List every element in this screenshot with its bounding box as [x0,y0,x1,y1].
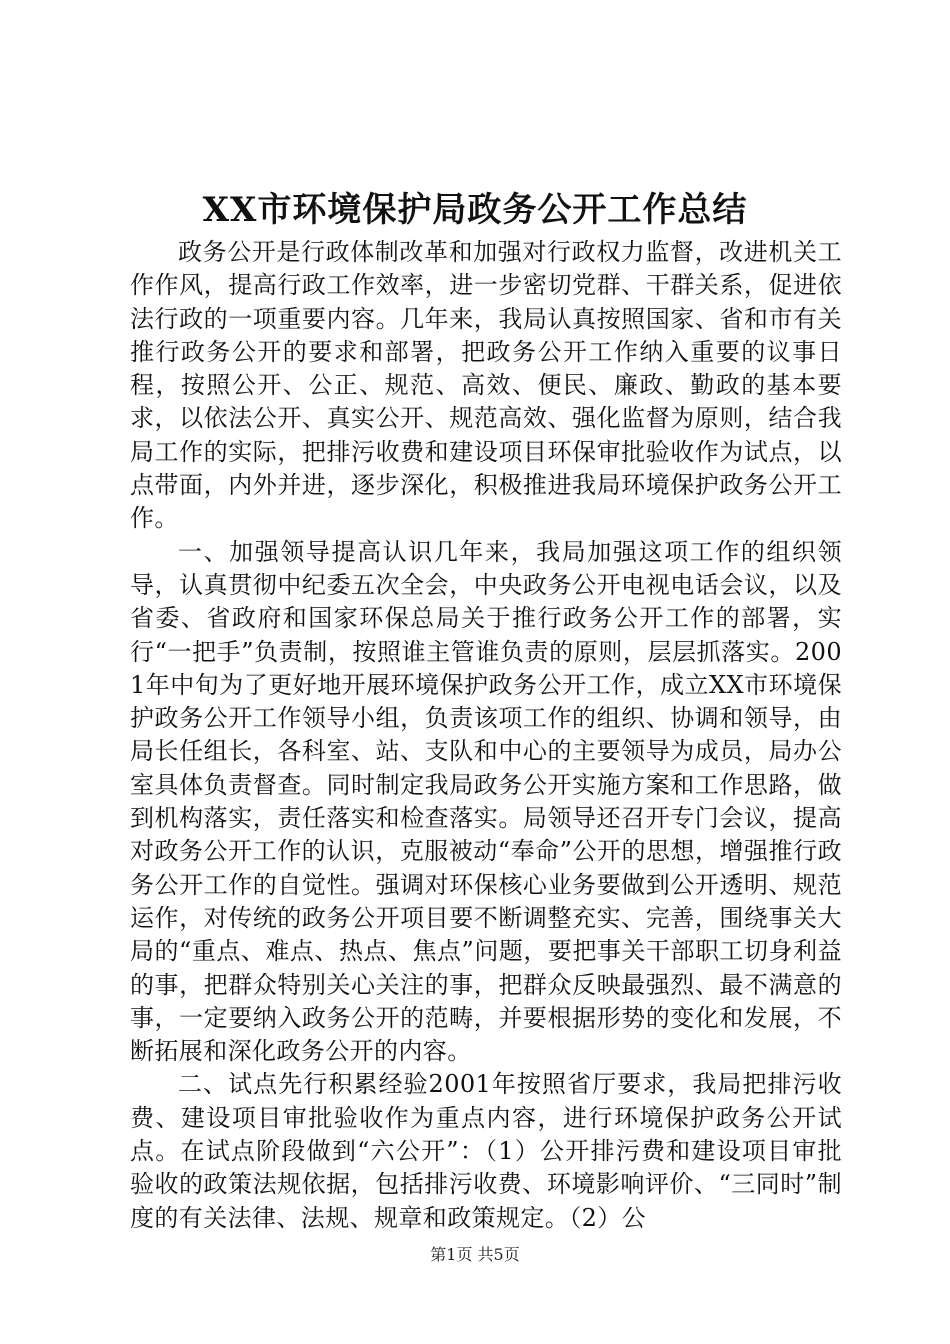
page-number-footer: 第1页 共5页 [430,1245,520,1264]
paragraph-section-1: 一、加强领导提高认识几年来，我局加强这项工作的组织领导，认真贯彻中纪委五次全会，中央政务公开电视电话会议，以及省委、省政府和国家环保总局关于推行政务公开工作的部署，实行“一把手”负责制，按照谁主管谁负责的原则，层层抓落实。2001年中旬为了更好地开展环境保护政务公开工作，成立XX市环境保护政务公开工作领导小组，负责该项工作的组织、协调和领导，由局长任组长，各科室、站、支队和中心的主要领导为成员，局办公室具体负责督查。同时制定我局政务公开实施方案和工作思路，做到机构落实，责任落实和检查落实。局领导还召开专门会议，提高对政务公开工作的认识，克服被动“奉命”公开的思想，增强推行政务公开工作的自觉性。强调对环保核心业务要做到公开透明、规范运作，对传统的政务公开项目要不断调整充实、完善，围绕事关大局的“重点、难点、热点、焦点”问题，要把事关干部职工切身利益的事，把群众特别关心关注的事，把群众反映最强烈、最不满意的事，一定要纳入政务公开的范畴，并要根据形势的变化和发展，不断拓展和深化政务公开的内容。 [130,537,842,1066]
document-title: XX市环境保护局政务公开工作总结 [202,190,748,230]
paragraph-intro: 政务公开是行政体制改革和加强对行政权力监督，改进机关工作作风，提高行政工作效率，进一步密切党群、干群关系，促进依法行政的一项重要内容。几年来，我局认真按照国家、省和市有关推行政务公开的要求和部署，把政务公开工作纳入重要的议事日程，按照公开、公正、规范、高效、便民、廉政、勤政的基本要求，以依法公开、真实公开、规范高效、强化监督为原则，结合我局工作的实际，把排污收费和建设项目环保审批验收作为试点，以点带面，内外并进，逐步深化，积极推进我局环境保护政务公开工作。 [130,238,842,533]
document-body [130,236,842,1235]
paragraph-section-2: 二、试点先行积累经验2001年按照省厅要求，我局把排污收费、建设项目审批验收作为重点内容，进行环境保护政务公开试点。在试点阶段做到“六公开”：（1）公开排污费和建设项目审批验收的政策法规依据，包括排污收费、环境影响评价、“三同时”制度的有关法律、法规、规章和政策规定。（2）公 [130,1070,842,1232]
